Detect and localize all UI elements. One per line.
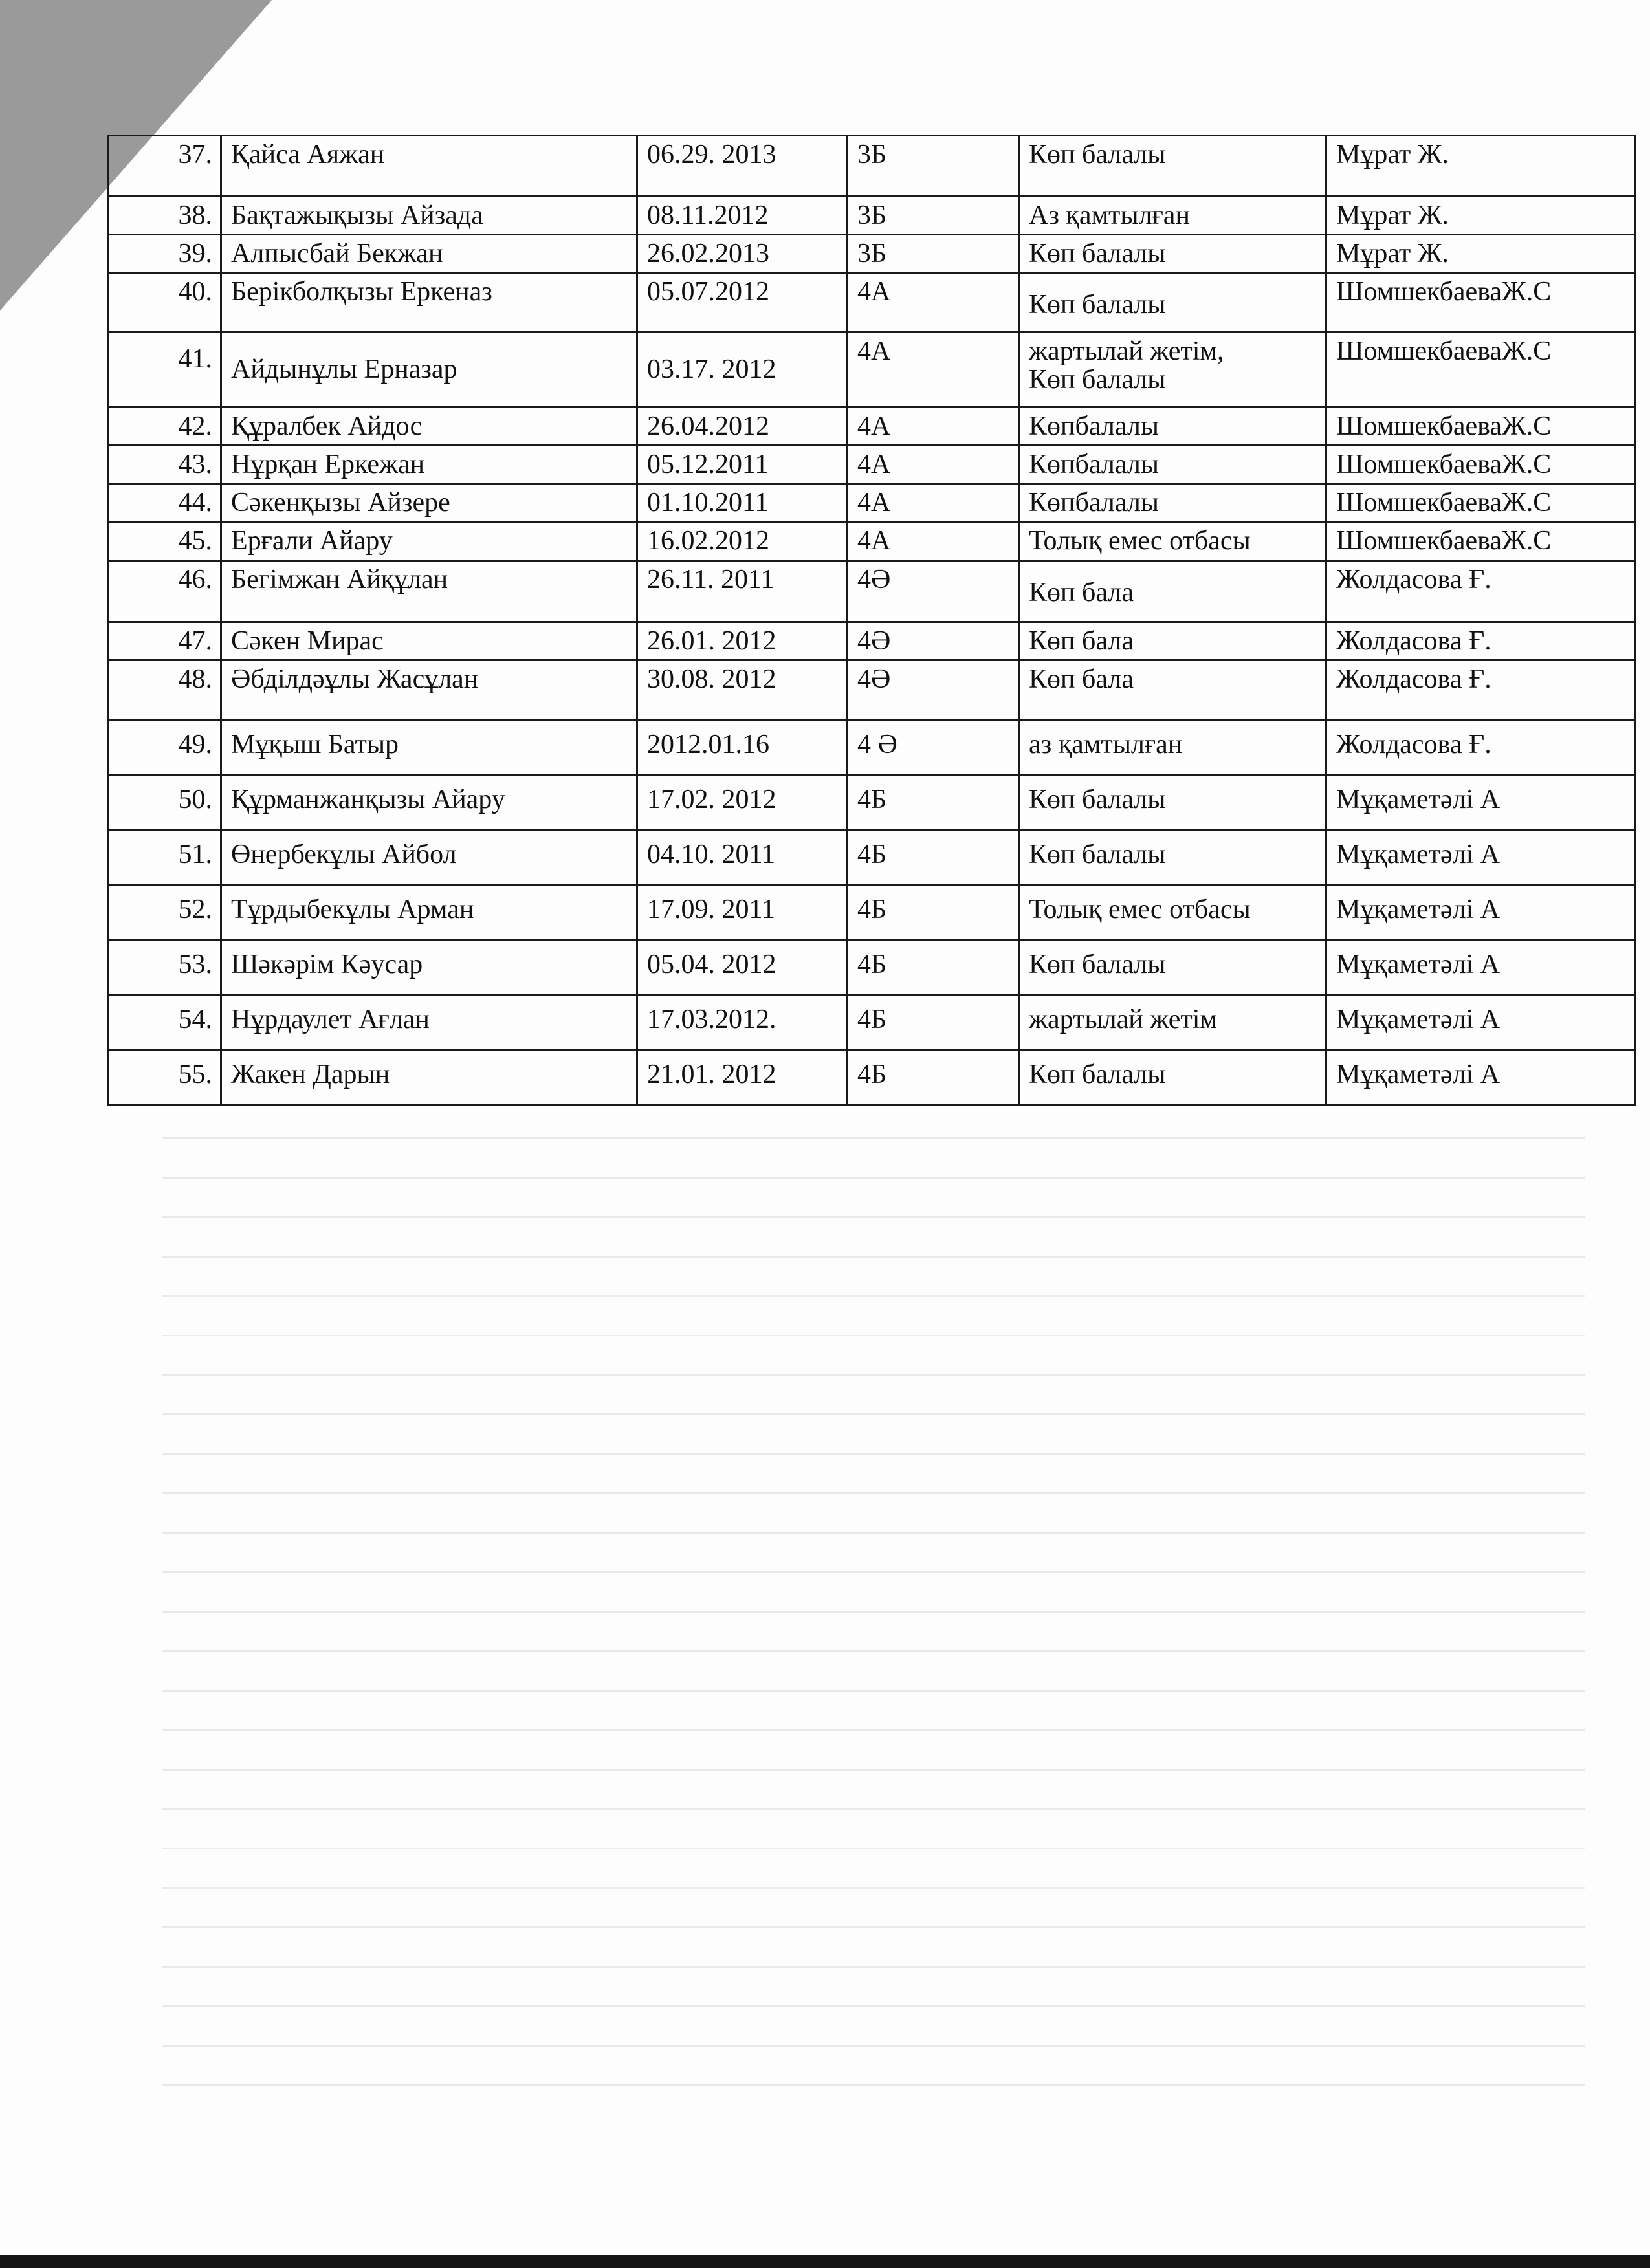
family-status: жартылай жетім, Көп балалы xyxy=(1019,333,1326,408)
student-name: Әбділдәұлы Жасұлан xyxy=(221,660,637,720)
birth-date: 01.10.2011 xyxy=(637,484,848,522)
birth-date: 26.04.2012 xyxy=(637,408,848,446)
class-teacher: Мұқаметәлі А xyxy=(1326,830,1635,885)
family-status: Көп балалы xyxy=(1019,235,1326,273)
table-row xyxy=(108,622,1635,660)
family-status: Көп бала xyxy=(1019,560,1326,622)
class-grade: 4Б xyxy=(848,830,1019,885)
family-status: Көп бала xyxy=(1019,660,1326,720)
row-number: 51. xyxy=(108,830,221,885)
table-row xyxy=(108,235,1635,273)
family-status: Толық емес отбасы xyxy=(1019,885,1326,940)
class-teacher: Жолдасова Ғ. xyxy=(1326,560,1635,622)
row-number: 42. xyxy=(108,408,221,446)
row-number: 37. xyxy=(108,136,221,197)
student-name: Мұқыш Батыр xyxy=(221,720,637,775)
student-name: Құралбек Айдос xyxy=(221,408,637,446)
student-name: Алпысбай Бекжан xyxy=(221,235,637,273)
scan-bottom-edge xyxy=(0,2255,1650,2268)
class-teacher: Мұқаметәлі А xyxy=(1326,885,1635,940)
birth-date: 16.02.2012 xyxy=(637,522,848,560)
class-grade: 4А xyxy=(848,273,1019,333)
class-grade: 4Б xyxy=(848,775,1019,830)
family-status: жартылай жетім xyxy=(1019,995,1326,1050)
student-name: Құрманжанқызы Айару xyxy=(221,775,637,830)
family-status: Көп бала xyxy=(1019,622,1326,660)
birth-date: 2012.01.16 xyxy=(637,720,848,775)
row-number: 39. xyxy=(108,235,221,273)
family-status: Көпбалалы xyxy=(1019,484,1326,522)
class-grade: 4А xyxy=(848,408,1019,446)
birth-date: 06.29. 2013 xyxy=(637,136,848,197)
student-name: Нұрқан Еркежан xyxy=(221,446,637,484)
class-teacher: ШомшекбаеваЖ.С xyxy=(1326,484,1635,522)
row-number: 44. xyxy=(108,484,221,522)
row-number: 55. xyxy=(108,1050,221,1105)
table-row xyxy=(108,484,1635,522)
family-status: аз қамтылған xyxy=(1019,720,1326,775)
row-number: 49. xyxy=(108,720,221,775)
birth-date: 03.17. 2012 xyxy=(637,333,848,408)
student-name: Шәкәрім Кәусар xyxy=(221,940,637,995)
class-grade: 4 Ә xyxy=(848,720,1019,775)
student-name: Сәкенқызы Айзере xyxy=(221,484,637,522)
family-status: Көп балалы xyxy=(1019,136,1326,197)
class-teacher: Жолдасова Ғ. xyxy=(1326,660,1635,720)
row-number: 40. xyxy=(108,273,221,333)
class-teacher: Мұрат Ж. xyxy=(1326,235,1635,273)
birth-date: 05.04. 2012 xyxy=(637,940,848,995)
row-number: 52. xyxy=(108,885,221,940)
birth-date: 30.08. 2012 xyxy=(637,660,848,720)
class-teacher: Мұқаметәлі А xyxy=(1326,995,1635,1050)
family-status: Көп балалы xyxy=(1019,940,1326,995)
class-teacher: Мұқаметәлі А xyxy=(1326,1050,1635,1105)
table-row xyxy=(108,775,1635,830)
student-name: Өнербекұлы Айбол xyxy=(221,830,637,885)
birth-date: 05.07.2012 xyxy=(637,273,848,333)
table-row xyxy=(108,197,1635,235)
class-teacher: ШомшекбаеваЖ.С xyxy=(1326,446,1635,484)
table-row xyxy=(108,408,1635,446)
class-grade: 4Б xyxy=(848,940,1019,995)
family-status: Көпбалалы xyxy=(1019,408,1326,446)
family-status: Аз қамтылған xyxy=(1019,197,1326,235)
table-row xyxy=(108,1050,1635,1105)
class-teacher: ШомшекбаеваЖ.С xyxy=(1326,408,1635,446)
class-teacher: Мұқаметәлі А xyxy=(1326,775,1635,830)
class-grade: 4Б xyxy=(848,995,1019,1050)
student-name: Жакен Дарын xyxy=(221,1050,637,1105)
class-grade: 4А xyxy=(848,484,1019,522)
row-number: 53. xyxy=(108,940,221,995)
student-name: Айдынұлы Ерназар xyxy=(221,333,637,408)
row-number: 48. xyxy=(108,660,221,720)
student-name: Сәкен Мирас xyxy=(221,622,637,660)
table-row xyxy=(108,830,1635,885)
table-row xyxy=(108,940,1635,995)
birth-date: 05.12.2011 xyxy=(637,446,848,484)
student-name: Нұрдаулет Ағлан xyxy=(221,995,637,1050)
class-teacher: ШомшекбаеваЖ.С xyxy=(1326,522,1635,560)
bleed-through-lines xyxy=(162,1100,1585,2102)
family-status: Көп балалы xyxy=(1019,775,1326,830)
table-row xyxy=(108,995,1635,1050)
family-status: Көп балалы xyxy=(1019,1050,1326,1105)
birth-date: 26.11. 2011 xyxy=(637,560,848,622)
birth-date: 04.10. 2011 xyxy=(637,830,848,885)
class-teacher: Мұқаметәлі А xyxy=(1326,940,1635,995)
class-teacher: Жолдасова Ғ. xyxy=(1326,720,1635,775)
table-row xyxy=(108,333,1635,408)
birth-date: 08.11.2012 xyxy=(637,197,848,235)
family-status: Көп балалы xyxy=(1019,273,1326,333)
family-status: Көп балалы xyxy=(1019,830,1326,885)
row-number: 47. xyxy=(108,622,221,660)
class-grade: 4Ә xyxy=(848,622,1019,660)
student-name: Тұрдыбекұлы Арман xyxy=(221,885,637,940)
class-teacher: Мұрат Ж. xyxy=(1326,136,1635,197)
row-number: 45. xyxy=(108,522,221,560)
class-teacher: ШомшекбаеваЖ.С xyxy=(1326,333,1635,408)
table-row xyxy=(108,885,1635,940)
class-teacher: Мұрат Ж. xyxy=(1326,197,1635,235)
table-row xyxy=(108,273,1635,333)
student-name: Қайса Аяжан xyxy=(221,136,637,197)
table-row xyxy=(108,136,1635,197)
class-grade: 3Б xyxy=(848,235,1019,273)
class-grade: 4Ә xyxy=(848,560,1019,622)
birth-date: 21.01. 2012 xyxy=(637,1050,848,1105)
table-row xyxy=(108,522,1635,560)
student-roster-table xyxy=(107,135,1636,1106)
class-grade: 4Б xyxy=(848,1050,1019,1105)
table-row xyxy=(108,560,1635,622)
class-grade: 3Б xyxy=(848,136,1019,197)
birth-date: 17.03.2012. xyxy=(637,995,848,1050)
class-grade: 4Ә xyxy=(848,660,1019,720)
row-number: 38. xyxy=(108,197,221,235)
row-number: 46. xyxy=(108,560,221,622)
class-teacher: Жолдасова Ғ. xyxy=(1326,622,1635,660)
table-row xyxy=(108,720,1635,775)
class-grade: 3Б xyxy=(848,197,1019,235)
birth-date: 17.02. 2012 xyxy=(637,775,848,830)
class-grade: 4Б xyxy=(848,885,1019,940)
class-teacher: ШомшекбаеваЖ.С xyxy=(1326,273,1635,333)
row-number: 54. xyxy=(108,995,221,1050)
table-row xyxy=(108,660,1635,720)
row-number: 41. xyxy=(108,333,221,408)
student-name: Берікболқызы Еркеназ xyxy=(221,273,637,333)
table-row xyxy=(108,446,1635,484)
birth-date: 26.02.2013 xyxy=(637,235,848,273)
birth-date: 17.09. 2011 xyxy=(637,885,848,940)
class-grade: 4А xyxy=(848,522,1019,560)
birth-date: 26.01. 2012 xyxy=(637,622,848,660)
student-name: Бегімжан Айқұлан xyxy=(221,560,637,622)
family-status: Толық емес отбасы xyxy=(1019,522,1326,560)
student-name: Бақтажықызы Айзада xyxy=(221,197,637,235)
class-grade: 4А xyxy=(848,446,1019,484)
class-grade: 4А xyxy=(848,333,1019,408)
student-name: Ерғали Айару xyxy=(221,522,637,560)
row-number: 43. xyxy=(108,446,221,484)
family-status: Көпбалалы xyxy=(1019,446,1326,484)
row-number: 50. xyxy=(108,775,221,830)
